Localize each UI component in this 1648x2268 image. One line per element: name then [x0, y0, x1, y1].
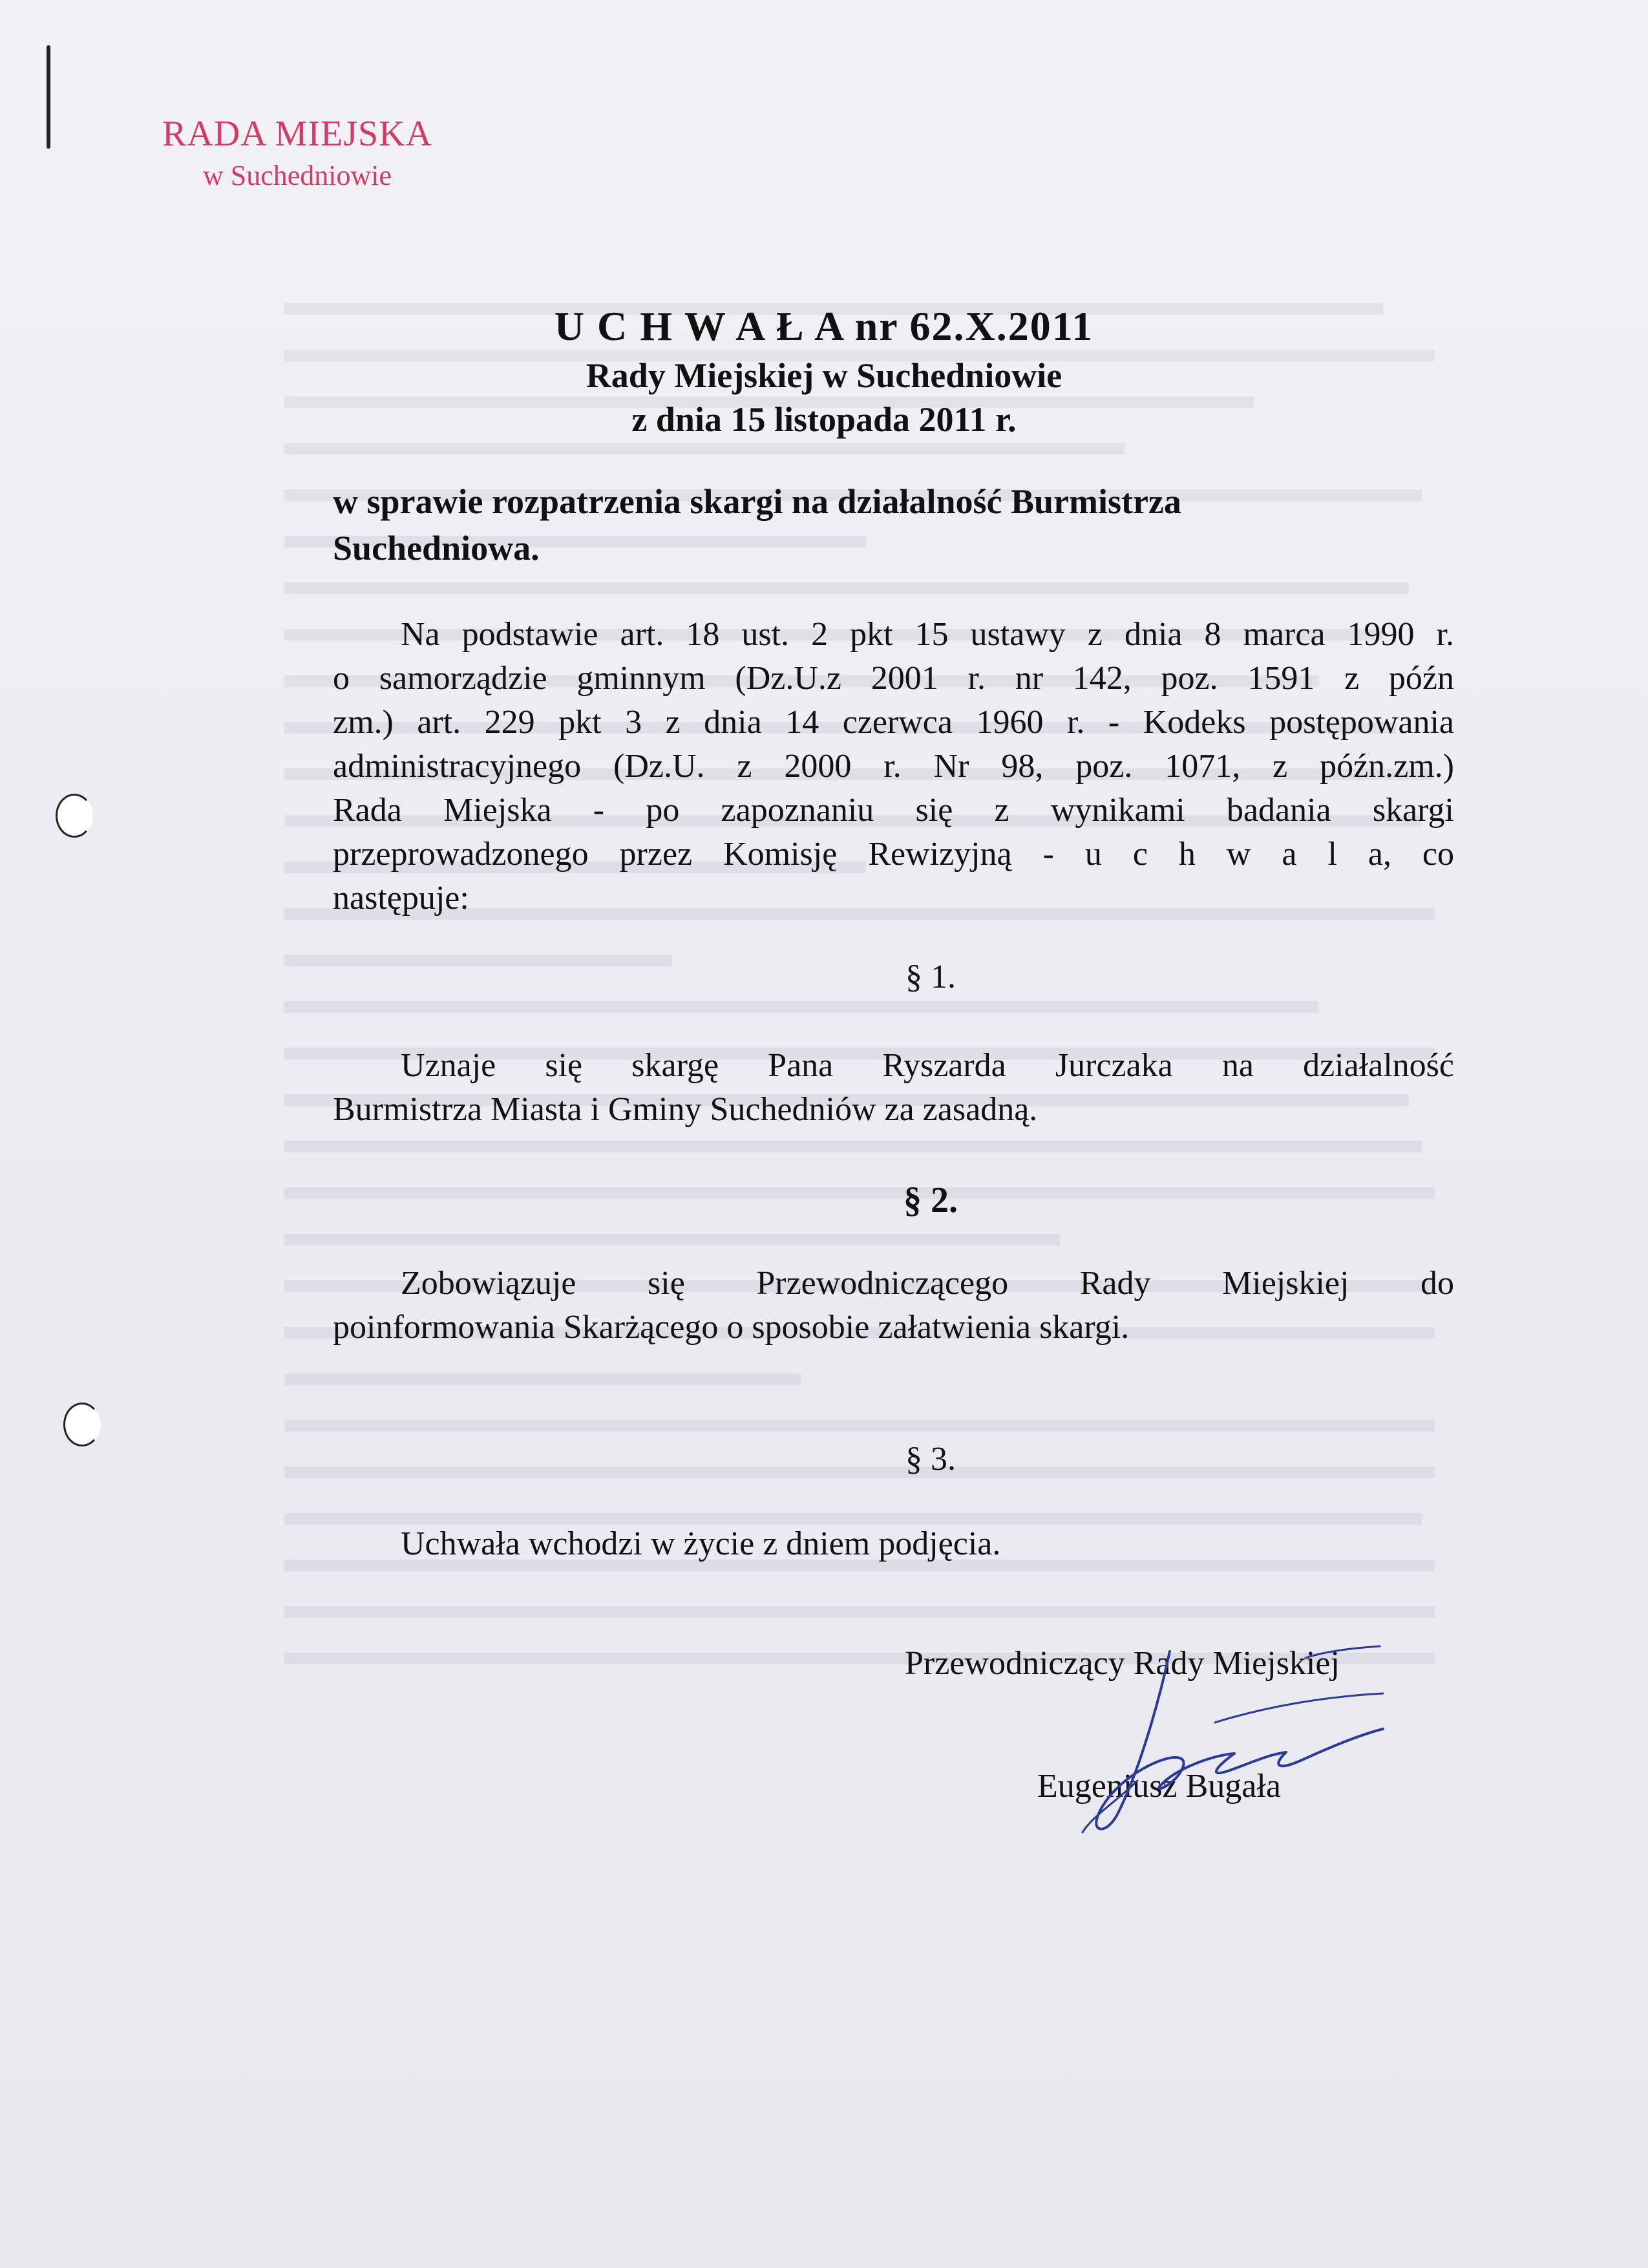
- resolution-title: U C H W A Ł A nr 62.X.2011: [554, 303, 1094, 349]
- section-2-line: poinformowania Skarżącego o sposobie załatwienia skargi.: [333, 1309, 1130, 1346]
- subject-line-1: w sprawie rozpatrzenia skargi na działalność Burmistrza: [333, 482, 1181, 521]
- resolution-date: z dnia 15 listopada 2011 r.: [631, 400, 1017, 439]
- handwritten-signature: [1021, 1638, 1435, 1845]
- preamble-line: Rada Miejska - po zapoznaniu się z wynikami badania skargi: [333, 792, 1454, 829]
- preamble-line: przeprowadzonego przez Komisję Rewizyjną - u c h w a l a, co: [333, 836, 1454, 873]
- section-3-paragraph: [333, 1522, 1454, 1566]
- preamble-line: administracyjnego (Dz.U. z 2000 r. Nr 98, poz. 1071, z późn.zm.): [333, 748, 1454, 785]
- subject-line-2: Suchedniowa.: [333, 529, 540, 567]
- stamp-line-2: w Suchedniowie: [202, 160, 392, 191]
- section-2-heading: § 2.: [903, 1180, 958, 1220]
- signatory-name: Eugeniusz Bugała: [1037, 1768, 1281, 1805]
- council-name: Rady Miejskiej w Suchedniowie: [586, 356, 1062, 395]
- council-stamp: [129, 111, 465, 195]
- section-3-line: Uchwała wchodzi w życie z dniem podjęcia.: [401, 1525, 1001, 1562]
- section-1-line: Uznaje się skargę Pana Ryszarda Jurczaka na działalność: [401, 1047, 1454, 1084]
- section-1-heading: § 1.: [905, 959, 956, 995]
- section-2-paragraph: [333, 1262, 1454, 1350]
- punch-hole-top: [56, 794, 93, 838]
- stamp-line-1: RADA MIEJSKA: [162, 114, 433, 154]
- preamble-paragraph: [333, 613, 1454, 920]
- section-1-paragraph: [333, 1044, 1454, 1132]
- section-3-heading: § 3.: [905, 1441, 956, 1478]
- section-1-line: Burmistrza Miasta i Gminy Suchedniów za zasadną.: [333, 1091, 1038, 1128]
- preamble-line: o samorządzie gminnym (Dz.U.z 2001 r. nr 142, poz. 1591 z późn: [333, 660, 1454, 697]
- preamble-line: Na podstawie art. 18 ust. 2 pkt 15 ustawy z dnia 8 marca 1990 r.: [401, 616, 1454, 653]
- resolution-subject: [333, 478, 1341, 571]
- preamble-line: następuje:: [333, 880, 469, 917]
- section-2-line: Zobowiązuje się Przewodniczącego Rady Miejskiej do: [401, 1265, 1454, 1302]
- edge-scan-mark: [47, 45, 50, 149]
- preamble-line: zm.) art. 229 pkt 3 z dnia 14 czerwca 1960 r. - Kodeks postępowania: [333, 704, 1454, 741]
- signatory-role: Przewodniczący Rady Miejskiej: [905, 1645, 1340, 1682]
